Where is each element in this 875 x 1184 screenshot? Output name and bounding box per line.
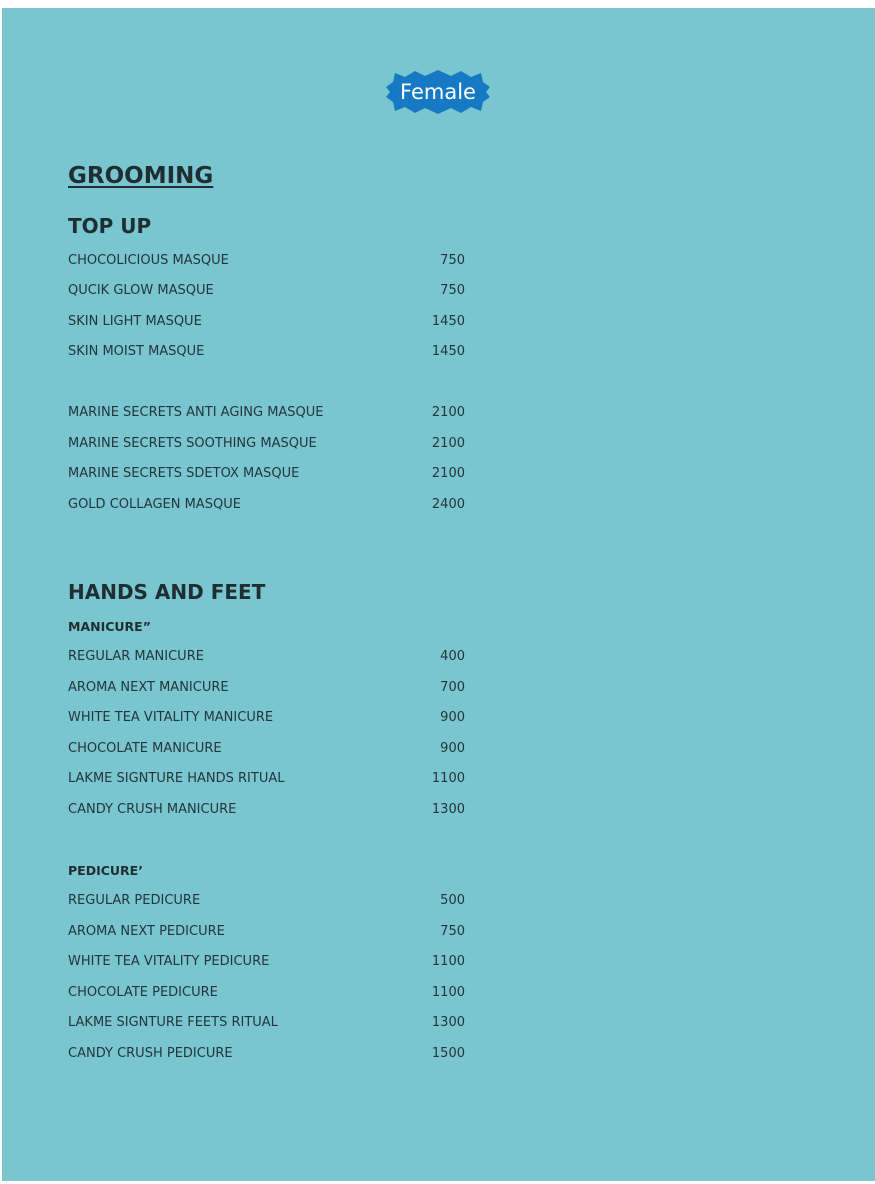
menu-item (68, 344, 465, 364)
menu-item (68, 802, 465, 822)
item-name: MARINE SECRETS SDETOX MASQUE (68, 466, 300, 481)
female-badge (385, 69, 491, 115)
menu-item (68, 283, 465, 303)
item-price: 750 (440, 283, 465, 298)
item-name: CHOCOLATE PEDICURE (68, 985, 218, 1000)
menu-item (68, 710, 465, 730)
item-name: CANDY CRUSH PEDICURE (68, 1046, 233, 1061)
item-price: 1100 (431, 771, 465, 786)
item-price: 1450 (431, 344, 465, 359)
menu-item (68, 436, 465, 456)
item-name: REGULAR PEDICURE (68, 893, 201, 908)
item-price: 400 (440, 649, 465, 664)
menu-item (68, 649, 465, 669)
item-name: LAKME SIGNTURE HANDS RITUAL (68, 771, 285, 786)
item-name: WHITE TEA VITALITY PEDICURE (68, 954, 270, 969)
menu-item (68, 1046, 465, 1066)
menu-item (68, 314, 465, 334)
menu-item (68, 466, 465, 486)
item-name: MARINE SECRETS SOOTHING MASQUE (68, 436, 317, 451)
item-name: REGULAR MANICURE (68, 649, 204, 664)
hands-feet-heading: HANDS AND FEET (68, 580, 266, 604)
menu-item (68, 680, 465, 700)
item-name: CHOCOLATE MANICURE (68, 741, 222, 756)
badge-label: Female (400, 80, 476, 104)
menu-item (68, 1015, 465, 1035)
item-price: 1100 (431, 954, 465, 969)
item-name: QUCIK GLOW MASQUE (68, 283, 214, 298)
item-name: AROMA NEXT PEDICURE (68, 924, 225, 939)
item-price: 750 (440, 924, 465, 939)
item-name: LAKME SIGNTURE FEETS RITUAL (68, 1015, 278, 1030)
item-name: SKIN MOIST MASQUE (68, 344, 205, 359)
item-price: 500 (440, 893, 465, 908)
pedicure-subheading: PEDICURE’ (68, 863, 143, 878)
item-name: CHOCOLICIOUS MASQUE (68, 253, 229, 268)
item-price: 2100 (431, 436, 465, 451)
item-price: 1500 (431, 1046, 465, 1061)
menu-item (68, 771, 465, 791)
menu-item (68, 954, 465, 974)
item-price: 700 (440, 680, 465, 695)
item-name: CANDY CRUSH MANICURE (68, 802, 237, 817)
item-price: 900 (440, 741, 465, 756)
menu-item (68, 893, 465, 913)
item-price: 2100 (431, 405, 465, 420)
item-name: SKIN LIGHT MASQUE (68, 314, 202, 329)
item-price: 1100 (431, 985, 465, 1000)
item-price: 2400 (431, 497, 465, 512)
item-name: WHITE TEA VITALITY MANICURE (68, 710, 274, 725)
item-name: GOLD COLLAGEN MASQUE (68, 497, 241, 512)
item-name: AROMA NEXT MANICURE (68, 680, 229, 695)
menu-item (68, 741, 465, 761)
item-price: 750 (440, 253, 465, 268)
item-price: 900 (440, 710, 465, 725)
section-title: GROOMING (68, 163, 214, 189)
item-price: 1450 (431, 314, 465, 329)
menu-item (68, 497, 465, 517)
menu-item (68, 253, 465, 273)
topup-heading: TOP UP (68, 214, 152, 238)
manicure-subheading: MANICURE” (68, 619, 151, 634)
item-price: 1300 (431, 1015, 465, 1030)
item-name: MARINE SECRETS ANTI AGING MASQUE (68, 405, 324, 420)
item-price: 2100 (431, 466, 465, 481)
item-price: 1300 (431, 802, 465, 817)
menu-item (68, 985, 465, 1005)
menu-item (68, 405, 465, 425)
menu-item (68, 924, 465, 944)
